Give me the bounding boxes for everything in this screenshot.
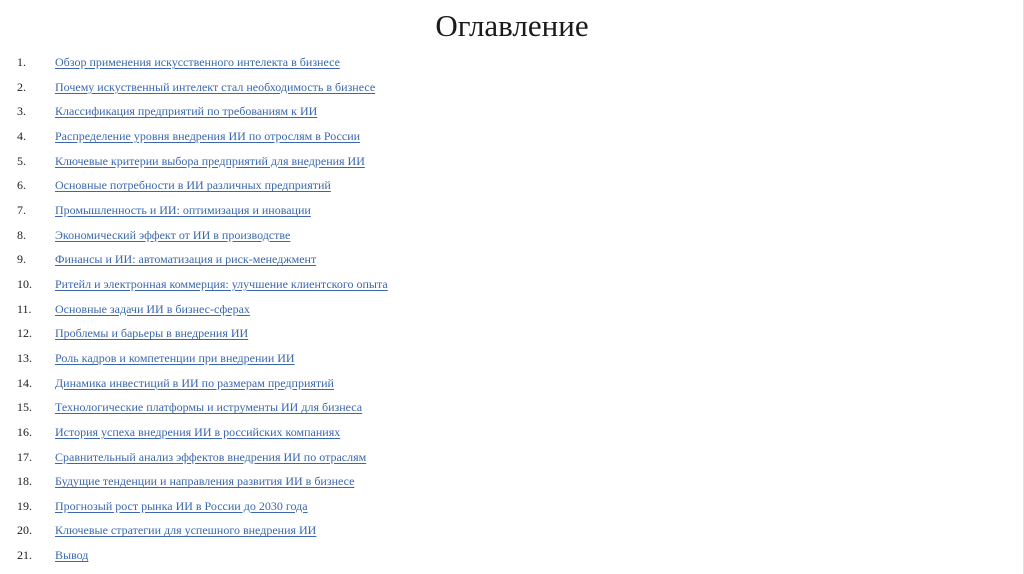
toc-link-17[interactable]: Сравнительный анализ эффектов внедрения ИИ по отраслям bbox=[55, 449, 367, 464]
toc-item-2 bbox=[0, 75, 1024, 100]
toc-number: 9. bbox=[17, 252, 26, 267]
toc-item-16 bbox=[0, 420, 1024, 445]
toc-number: 3. bbox=[17, 104, 26, 119]
toc-number: 10. bbox=[17, 276, 32, 291]
toc-item-12 bbox=[0, 321, 1024, 346]
toc-link-18[interactable]: Будущие тенденции и направления развития ИИ в бизнесе bbox=[55, 474, 355, 489]
toc-link-14[interactable]: Динамика инвестиций в ИИ по размерам предприятий bbox=[55, 375, 334, 390]
toc-item-18 bbox=[0, 469, 1024, 494]
toc-link-16[interactable]: История успеха внедрения ИИ в российских компаниях bbox=[55, 424, 341, 439]
toc-item-21 bbox=[0, 543, 1024, 568]
toc-number: 13. bbox=[17, 350, 32, 365]
toc-item-10 bbox=[0, 272, 1024, 297]
toc-item-7 bbox=[0, 198, 1024, 223]
toc-link-2[interactable]: Почему искуственный интелект стал необходимость в бизнесе bbox=[55, 79, 376, 94]
toc-item-6 bbox=[0, 173, 1024, 198]
toc-link-21[interactable]: Вывод bbox=[55, 548, 89, 563]
toc-link-9[interactable]: Финансы и ИИ: автоматизация и риск-менеджмент bbox=[55, 252, 317, 267]
toc-link-4[interactable]: Распределение уровня внедрения ИИ по отрослям в России bbox=[55, 128, 361, 143]
toc-number: 14. bbox=[17, 375, 32, 390]
toc-link-1[interactable]: Обзор применения искусственного интелекта в бизнесе bbox=[55, 55, 340, 69]
toc-link-3[interactable]: Классификация предприятий по требованиям к ИИ bbox=[55, 104, 318, 119]
toc-number: 11. bbox=[17, 301, 32, 316]
table-of-contents bbox=[0, 50, 1024, 568]
toc-item-14 bbox=[0, 371, 1024, 396]
toc-number: 15. bbox=[17, 400, 32, 415]
toc-number: 4. bbox=[17, 128, 26, 143]
toc-link-19[interactable]: Прогнозый рост рынка ИИ в России до 2030 года bbox=[55, 498, 308, 513]
toc-number: 1. bbox=[17, 55, 26, 69]
toc-link-15[interactable]: Технологические платформы и иструменты ИИ для бизнеса bbox=[55, 400, 363, 415]
page-title: Оглавление bbox=[435, 8, 589, 43]
toc-item-20 bbox=[0, 518, 1024, 543]
toc-link-10[interactable]: Ритейл и электронная коммерция: улучшение клиентского опыта bbox=[55, 276, 388, 291]
toc-number: 6. bbox=[17, 178, 26, 193]
toc-link-7[interactable]: Промышленность и ИИ: оптимизация и иновации bbox=[55, 202, 311, 217]
toc-item-9 bbox=[0, 247, 1024, 272]
toc-item-17 bbox=[0, 445, 1024, 470]
toc-number: 18. bbox=[17, 474, 32, 489]
toc-link-20[interactable]: Ключевые стратегии для успешного внедрения ИИ bbox=[55, 523, 317, 538]
toc-link-12[interactable]: Проблемы и барьеры в внедрения ИИ bbox=[55, 326, 249, 341]
toc-number: 21. bbox=[17, 548, 32, 563]
toc-number: 5. bbox=[17, 153, 26, 168]
toc-number: 17. bbox=[17, 449, 32, 464]
toc-link-8[interactable]: Экономический эффект от ИИ в производстве bbox=[55, 227, 291, 242]
toc-link-5[interactable]: Ключевые критерии выбора предприятий для внедрения ИИ bbox=[55, 153, 365, 168]
toc-link-13[interactable]: Роль кадров и компетенции при внедрении ИИ bbox=[55, 350, 295, 365]
toc-number: 2. bbox=[17, 79, 26, 94]
toc-item-1 bbox=[0, 50, 1024, 75]
toc-item-11 bbox=[0, 297, 1024, 322]
toc-number: 16. bbox=[17, 424, 32, 439]
toc-number: 19. bbox=[17, 498, 32, 513]
toc-item-13 bbox=[0, 346, 1024, 371]
toc-number: 20. bbox=[17, 523, 32, 538]
toc-item-15 bbox=[0, 395, 1024, 420]
toc-number: 12. bbox=[17, 326, 32, 341]
toc-item-4 bbox=[0, 124, 1024, 149]
toc-number: 8. bbox=[17, 227, 26, 242]
toc-item-8 bbox=[0, 223, 1024, 248]
toc-number: 7. bbox=[17, 202, 26, 217]
toc-link-11[interactable]: Основные задачи ИИ в бизнес-сферах bbox=[55, 301, 250, 316]
toc-item-5 bbox=[0, 149, 1024, 174]
toc-item-19 bbox=[0, 494, 1024, 519]
toc-link-6[interactable]: Основные потребности в ИИ различных предприятий bbox=[55, 178, 331, 193]
toc-item-3 bbox=[0, 99, 1024, 124]
